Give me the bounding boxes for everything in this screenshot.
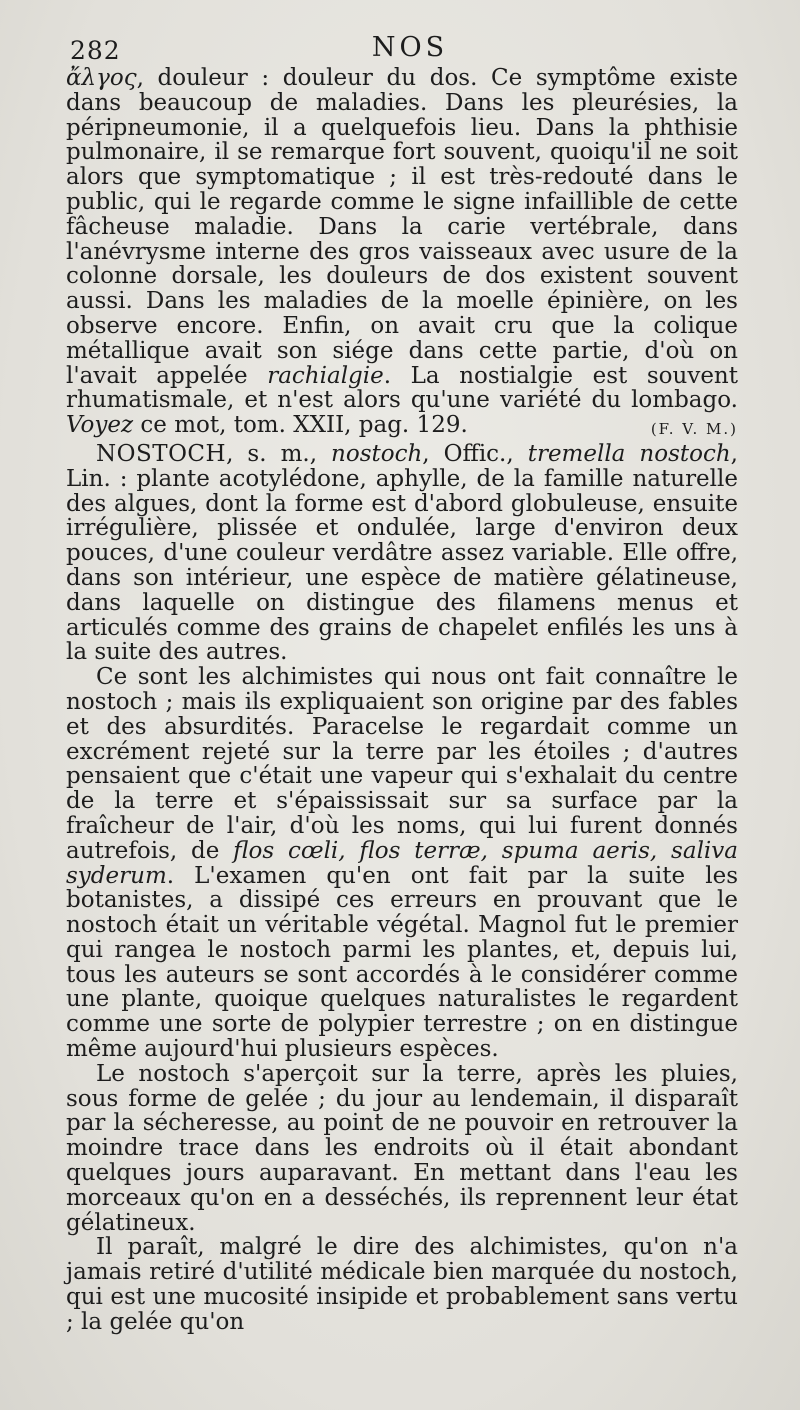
running-head: NOS (371, 32, 449, 63)
body-text (66, 66, 738, 1335)
paragraph-alchimistes: Ce sont les alchimistes qui nous ont fait connaître le nostoch ; mais ils expliquaient son origine par des fables et des absurdités. Paracelse le regardait comme un excrément rejeté sur la terre par les étoiles ; d'autres pensaient que c'était une vapeur qui s'exhalait du centre de la terre et s'épaississait sur sa surface par la fraîcheur de l'air, d'où les noms, qui lui furent donnés autrefois, de flos cœli, flos terræ, spuma aeris, saliva syderum. L'examen qu'en ont fait par la suite les botanistes, a dissipé ces erreurs en prouvant que le nostoch était un véritable végétal. Magnol fut le premier qui rangea le nostoch parmi les plantes, et, depuis lui, tous les auteurs se sont accordés à le considérer comme une plante, quoique quelques naturalistes le regardent comme une sorte de polypier terrestre ; on en distingue même aujourd'hui plusieurs espèces. (66, 664, 738, 1063)
paragraph-gelee: Le nostoch s'aperçoit sur la terre, après les pluies, sous forme de gelée ; du jour au lendemain, il disparaît par la sécheresse, au point de ne pouvoir en retrouver la moindre trace dans les endroits où il était abondant quelques jours auparavant. En mettant dans l'eau les morceaux qu'on en a desséchés, ils reprennent leur état gélatineux. (66, 1060, 738, 1236)
term-rachialgie: rachialgie (267, 362, 384, 389)
latin-name: nostoch (331, 440, 423, 467)
page-number: 282 (70, 36, 121, 65)
entry-headword: NOSTOCH (96, 440, 227, 467)
cross-reference-voyez: Voyez (66, 412, 134, 439)
old-latin-names: flos cœli, flos terræ, spuma aeris, saliva syderum (66, 837, 738, 889)
linnaean-name: tremella nostoch (527, 440, 731, 467)
page-header (70, 28, 750, 68)
article-nostoch: NOSTOCH, s. m., nostoch, Offic., tremella nostoch, Lin. : plante acotylédone, aphylle, de la famille naturelle des algues, dont la forme est d'abord globuleuse, ensuite irrégulière, plissée et ondulée, large d'environ deux pouces, d'une couleur verdâtre assez variable. Elle offre, dans son intérieur, une espèce de matière gélatineuse, dans laquelle on distingue des filamens menus et articulés comme des grains de chapelet enfilés les uns à la suite des autres. (66, 440, 738, 666)
greek-word: ἄλγος (66, 65, 137, 91)
paragraph-utilite: Il paraît, malgré le dire des alchimistes, qu'on n'a jamais retiré d'utilité médicale bien marquée du nostoch, qui est une mucosité insipide et probablement sans vertu ; la gelée qu'on (66, 1234, 738, 1335)
author-signature: (F. V. M.) (650, 420, 738, 439)
article-nostalgie-continuation: ἄλγος, douleur : douleur du dos. Ce symptôme existe dans beaucoup de maladies. Dans les pleurésies, la péripneumonie, il a quelquefois lieu. Dans la phthisie pulmonaire, il se remarque fort souvent, quoiqu'il ne soit alors que symptomatique ; il est très-redouté dans le public, qui le regarde comme le signe infaillible de cette fâcheuse maladie. Dans la carie vertébrale, dans l'anévrysme interne des gros vaisseaux avec usure de la colonne dorsale, les douleurs de dos existent souvent aussi. Dans les maladies de la moelle épinière, on les observe encore. Enfin, on avait cru que la colique métallique avait son siége dans cette partie, d'où on l'avait appelée rachialgie. La nostialgie est souvent rhumatismale, et n'est alors qu'une variété du lombago. Voyez ce mot, tom. XXII, pag. 129. (F. V. M.) (66, 66, 738, 438)
